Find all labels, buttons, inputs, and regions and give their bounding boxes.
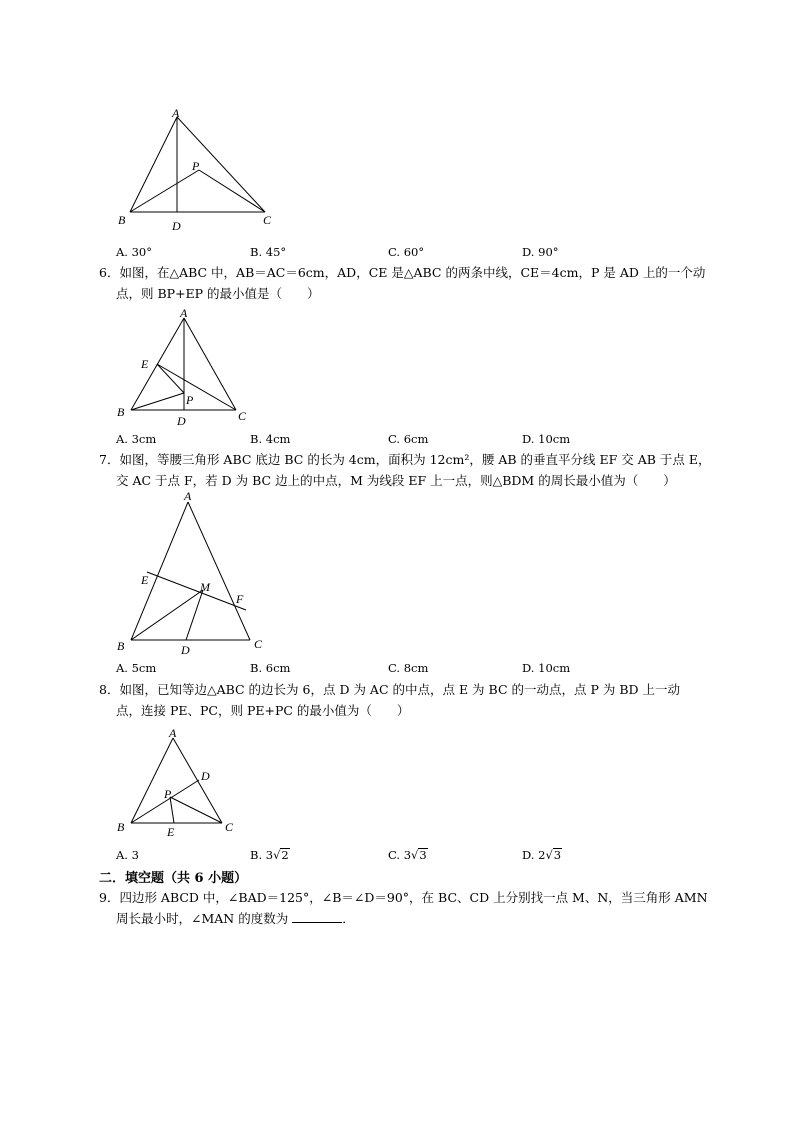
q9-answer-blank[interactable] <box>292 910 342 923</box>
q6-option-d: D. 10cm <box>522 432 571 446</box>
q8-text-line1: 8．如图，已知等边△ABC 的边长为 6，点 D 为 AC 的中点，点 E 为 BC 的一动点，点 P 为 BD 上一动 <box>99 682 680 697</box>
q8-triangle-diagram <box>110 722 250 842</box>
q8-options <box>116 848 716 866</box>
q9-text-line2-prefix: 周长最小时，∠MAN 的度数为 <box>116 911 289 926</box>
q6-label-p: P <box>186 393 194 407</box>
q5-label-a: A <box>172 106 180 120</box>
q7-text-line1: 7．如图，等腰三角形 ABC 底边 BC 的长为 4cm，面积为 12cm²，腰 AB 的垂直平分线 EF 交 AB 于点 E， <box>99 452 711 467</box>
q8-label-a: A <box>169 726 177 740</box>
q6-option-c: C. 6cm <box>388 432 429 446</box>
q6-label-e: E <box>141 357 149 371</box>
q8-option-d: D. 2√3 <box>522 848 562 862</box>
q7-label-d: D <box>181 643 190 657</box>
section-title: 二．填空题（共 6 小题） <box>99 871 248 886</box>
q7-option-b: B. 6cm <box>250 661 291 675</box>
q6-text-line1: 6．如图，在△ABC 中，AB＝AC＝6cm，AD，CE 是△ABC 的两条中线，CE＝4cm，P 是 AD 上的一个动 <box>99 265 706 280</box>
q6-option-a: A. 3cm <box>116 432 157 446</box>
q6-options <box>116 432 716 450</box>
q5-triangle-diagram <box>110 104 300 234</box>
q9-text-line2 <box>116 910 355 928</box>
q7-label-f: F <box>236 592 244 606</box>
q5-options <box>116 245 716 263</box>
q5-option-a: A. 30° <box>116 245 152 259</box>
q5-option-b: B. 45° <box>250 245 287 259</box>
q8-text-line2: 点，连接 PE、PC，则 PE+PC 的最小值为（ ） <box>116 703 410 718</box>
q7-options <box>116 661 716 679</box>
q8-label-d: D <box>201 769 210 783</box>
q5-option-d: D. 90° <box>522 245 559 259</box>
q5-label-d: D <box>172 219 181 233</box>
q7-label-m: M <box>200 580 210 594</box>
q8-option-c: C. 3√3 <box>388 848 427 862</box>
q9-text-line2-suffix: ． <box>342 911 355 926</box>
q7-label-e: E <box>141 573 149 587</box>
q7-triangle-diagram <box>110 490 280 660</box>
q7-text-line2: 交 AC 于点 F，若 D 为 BC 边上的中点，M 为线段 EF 上一点，则△BDM 的周长最小值为（ ） <box>116 473 676 488</box>
q5-label-b: B <box>118 213 126 227</box>
q6-label-d: D <box>177 414 186 428</box>
q8-label-p: P <box>164 787 172 801</box>
q7-option-d: D. 10cm <box>522 661 571 675</box>
q7-figure <box>110 490 280 660</box>
q5-label-c: C <box>263 213 272 227</box>
q6-text-line2: 点，则 BP+EP 的最小值是（ ） <box>116 286 320 301</box>
q8-figure <box>110 722 250 842</box>
q6-triangle-diagram <box>110 300 270 428</box>
q8-option-c-radicand: 3 <box>419 848 427 862</box>
q7-option-c: C. 8cm <box>388 661 429 675</box>
q6-label-b: B <box>117 405 125 419</box>
q8-option-d-radicand: 3 <box>553 848 562 862</box>
q6-option-b: B. 4cm <box>250 432 291 446</box>
q8-option-a: A. 3 <box>116 848 139 862</box>
q6-label-a: A <box>180 306 188 320</box>
q7-option-a: A. 5cm <box>116 661 157 675</box>
q8-option-b: B. 3√2 <box>250 848 289 862</box>
q8-option-b-radicand: 2 <box>281 848 289 862</box>
q6-figure <box>110 300 270 428</box>
q8-label-c: C <box>225 820 234 834</box>
q6-label-c: C <box>238 409 247 423</box>
q7-label-b: B <box>117 639 125 653</box>
q9-text-line1: 9．四边形 ABCD 中，∠BAD＝125°，∠B＝∠D＝90°，在 BC、CD 上分别找一点 M、N，当三角形 AMN <box>99 890 708 905</box>
q5-option-c: C. 60° <box>388 245 425 259</box>
q8-label-e: E <box>167 825 175 839</box>
q5-figure <box>110 104 300 234</box>
q8-label-b: B <box>117 820 125 834</box>
q5-label-p: P <box>192 159 200 173</box>
q7-label-a: A <box>184 489 192 503</box>
q7-label-c: C <box>254 637 263 651</box>
